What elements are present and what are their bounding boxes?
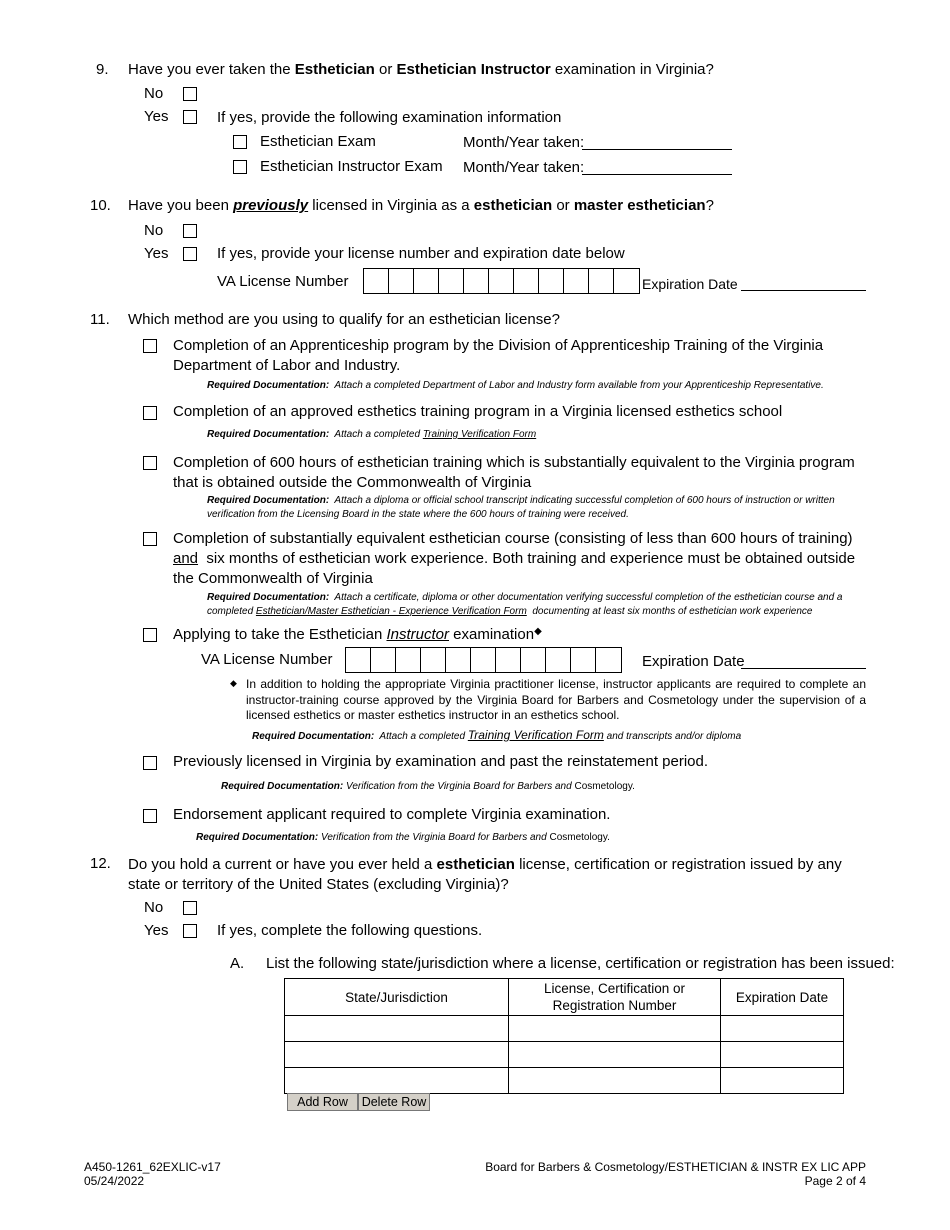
q11-option-school-text: Completion of an approved esthetics training program in a Virginia licensed esthetics school <box>173 403 783 420</box>
diamond-icon: ◆ <box>534 626 542 637</box>
q11-option-endorsement-text: Endorsement applicant required to complete Virginia examination. <box>173 806 611 823</box>
q11-option-equivalent-text: Completion of substantially equivalent esthetician course (consisting of less than 600 hours of training) and six months of esthetician work experience. Both training and experience must be obtained outside the Commonwealth of Virginia <box>173 530 856 587</box>
q11-license-label: VA License Number <box>201 651 333 668</box>
jurisdiction-table <box>284 978 844 1094</box>
table-cell-input[interactable] <box>509 1068 721 1094</box>
table-cell-input[interactable] <box>721 1068 844 1094</box>
footer-left <box>84 1161 221 1188</box>
q9-bold-2: Esthetician Instructor <box>396 61 551 78</box>
footer-date: 05/24/2022 <box>84 1173 145 1188</box>
training-verification-link-2[interactable]: Training Verification Form <box>467 728 604 742</box>
q9-esthetician-exam-label: Esthetician Exam <box>260 133 376 150</box>
q11-option-600hours-text: Completion of 600 hours of esthetician training which is substantially equivalent to the Virginia program that is obtained outside the Commonwealth of Virginia <box>173 454 855 491</box>
experience-verification-link[interactable]: Esthetician/Master Esthetician - Experience Verification Form <box>255 606 527 617</box>
q11-option-school-req: Required Documentation: Attach a completed Training Verification Form <box>207 429 537 440</box>
q11-option-apprenticeship-text: Completion of an Apprenticeship program by the Division of Apprenticeship Training of the Virginia Department of Labor and Industry. <box>173 337 824 374</box>
q12-ifyes-text: If yes, complete the following questions. <box>217 922 483 939</box>
q9-instructor-exam-checkbox[interactable] <box>233 160 247 174</box>
footer-board: Board for Barbers & Cosmetology/ESTHETICIAN & INSTR EX LIC APP <box>485 1160 866 1174</box>
q11-question: Which method are you using to qualify for an esthetician license? <box>128 311 560 328</box>
table-cell-input[interactable] <box>509 1042 721 1068</box>
q9-number: 9. <box>96 61 109 78</box>
footer-form-id: A450-1261_62EXLIC-v17 <box>84 1160 221 1174</box>
q9-question <box>128 61 714 78</box>
q12-a-text: List the following state/jurisdiction where a license, certification or registration has been issued: <box>266 955 895 972</box>
q11-option-equivalent-checkbox[interactable] <box>143 532 157 546</box>
instructor-note: In addition to holding the appropriate Virginia practitioner license, instructor applicants are required to complete an instructor-training course approved by the Virginia Board for Barbers and Cosmetology under the supervision of a licensed esthetics or master esthetics instructor in an esthetics school. <box>246 677 866 722</box>
footer-page: Page 2 of 4 <box>804 1173 866 1188</box>
q10-expiration-field[interactable] <box>741 290 866 291</box>
q10-yes-checkbox[interactable] <box>183 247 197 261</box>
q12-no-label: No <box>144 899 164 916</box>
q10-expiration-label: Expiration Date <box>642 276 738 292</box>
column-header: State/Jurisdiction <box>285 979 509 1016</box>
q10-no-label: No <box>144 222 164 239</box>
table-row <box>285 1068 844 1094</box>
q9-bold-1: Esthetician <box>294 61 375 78</box>
footer-right <box>485 1161 866 1188</box>
q10-previously: previously <box>233 197 309 214</box>
q9-pre: Have you ever taken the <box>128 61 291 78</box>
q9-yes-label: Yes <box>144 108 169 125</box>
q10-question <box>128 197 714 214</box>
q9-month-label-2: Month/Year taken: <box>463 159 585 176</box>
q9-month-label-1: Month/Year taken: <box>463 134 585 151</box>
q10-yes-label: Yes <box>144 245 169 262</box>
q12-no-checkbox[interactable] <box>183 901 197 915</box>
q11-expiration-label: Expiration Date <box>642 653 745 670</box>
q12-yes-label: Yes <box>144 922 169 939</box>
q9-instructor-exam-label: Esthetician Instructor Exam <box>260 158 443 175</box>
q10-license-label: VA License Number <box>217 273 349 290</box>
training-verification-link[interactable]: Training Verification Form <box>422 429 537 440</box>
table-cell-input[interactable] <box>721 1042 844 1068</box>
table-cell-input[interactable] <box>285 1042 509 1068</box>
add-row-button[interactable]: Add Row <box>287 1093 358 1111</box>
q9-month-field-2[interactable] <box>582 174 732 175</box>
column-header: Expiration Date <box>721 979 844 1016</box>
table-row <box>285 1016 844 1042</box>
q10-bold-2: master esthetician <box>573 197 706 214</box>
q11-option-endorsement-req: Required Documentation: Verification from the Virginia Board for Barbers and Cosmetology. <box>196 832 610 843</box>
q11-option-instructor-text: Applying to take the Esthetician Instructor examination◆ <box>173 626 542 643</box>
q10-ifyes-text: If yes, provide your license number and expiration date below <box>217 245 625 262</box>
q9-post: examination in Virginia? <box>554 61 714 78</box>
q10-license-number-field[interactable] <box>363 268 640 294</box>
q12-yes-checkbox[interactable] <box>183 924 197 938</box>
q11-option-instructor-req: Required Documentation: Attach a completed Training Verification Form and transcripts and/or diploma <box>252 728 742 742</box>
q10-mid2: or <box>556 197 570 214</box>
q11-option-600hours-checkbox[interactable] <box>143 456 157 470</box>
diamond-bullet-icon: ◆ <box>230 678 237 688</box>
q9-no-checkbox[interactable] <box>183 87 197 101</box>
q9-month-field-1[interactable] <box>582 149 732 150</box>
q11-option-school-checkbox[interactable] <box>143 406 157 420</box>
table-row <box>285 1042 844 1068</box>
table-cell-input[interactable] <box>285 1068 509 1094</box>
table-cell-input[interactable] <box>509 1016 721 1042</box>
q10-no-checkbox[interactable] <box>183 224 197 238</box>
q11-option-reinstatement-checkbox[interactable] <box>143 756 157 770</box>
table-cell-input[interactable] <box>721 1016 844 1042</box>
q11-option-instructor-checkbox[interactable] <box>143 628 157 642</box>
column-header: License, Certification or Registration Number <box>509 979 721 1016</box>
q11-option-equivalent-req: Required Documentation: Attach a certificate, diploma or other documentation verifying successful completion of the esthetician course and a completed Esthetician/Master Esthetician - Experience Verification Form documenting at least six months of esthetician work experience <box>207 592 843 617</box>
q12-number: 12. <box>90 855 111 872</box>
q10-number: 10. <box>90 197 111 214</box>
q10-bold-1: esthetician <box>473 197 553 214</box>
q11-option-apprenticeship-req: Required Documentation: Attach a completed Department of Labor and Industry form available from your Apprenticeship Representative. <box>207 380 824 391</box>
q10-pre: Have you been <box>128 197 229 214</box>
q9-esthetician-exam-checkbox[interactable] <box>233 135 247 149</box>
q10-post: ? <box>705 197 714 214</box>
table-header-row <box>285 979 844 1016</box>
q11-license-number-field[interactable] <box>345 647 622 673</box>
q9-mid: or <box>378 61 393 78</box>
q11-option-endorsement-checkbox[interactable] <box>143 809 157 823</box>
q11-option-reinstatement-text: Previously licensed in Virginia by examination and past the reinstatement period. <box>173 753 709 770</box>
q11-option-600hours-req: Required Documentation: Attach a diploma or official school transcript indicating successful completion of 600 hours of instruction or written verification from the Licensing Board in the state where the 600 hours of training were received. <box>207 495 835 520</box>
delete-row-button[interactable]: Delete Row <box>358 1093 430 1111</box>
q11-option-reinstatement-req: Required Documentation: Verification from the Virginia Board for Barbers and Cosmetology. <box>221 781 635 792</box>
q12-a-label: A. <box>230 955 245 972</box>
q12-question: Do you hold a current or have you ever held a esthetician license, certification or registration issued by any state or territory of the United States (excluding Virginia)? <box>128 856 842 893</box>
q9-no-label: No <box>144 85 164 102</box>
table-cell-input[interactable] <box>285 1016 509 1042</box>
q11-option-apprenticeship-checkbox[interactable] <box>143 339 157 353</box>
q9-ifyes-text: If yes, provide the following examination information <box>217 109 562 126</box>
q10-mid1: licensed in Virginia as a <box>312 197 470 214</box>
q11-number: 11. <box>90 311 110 328</box>
q11-expiration-field[interactable] <box>741 668 866 669</box>
q9-yes-checkbox[interactable] <box>183 110 197 124</box>
